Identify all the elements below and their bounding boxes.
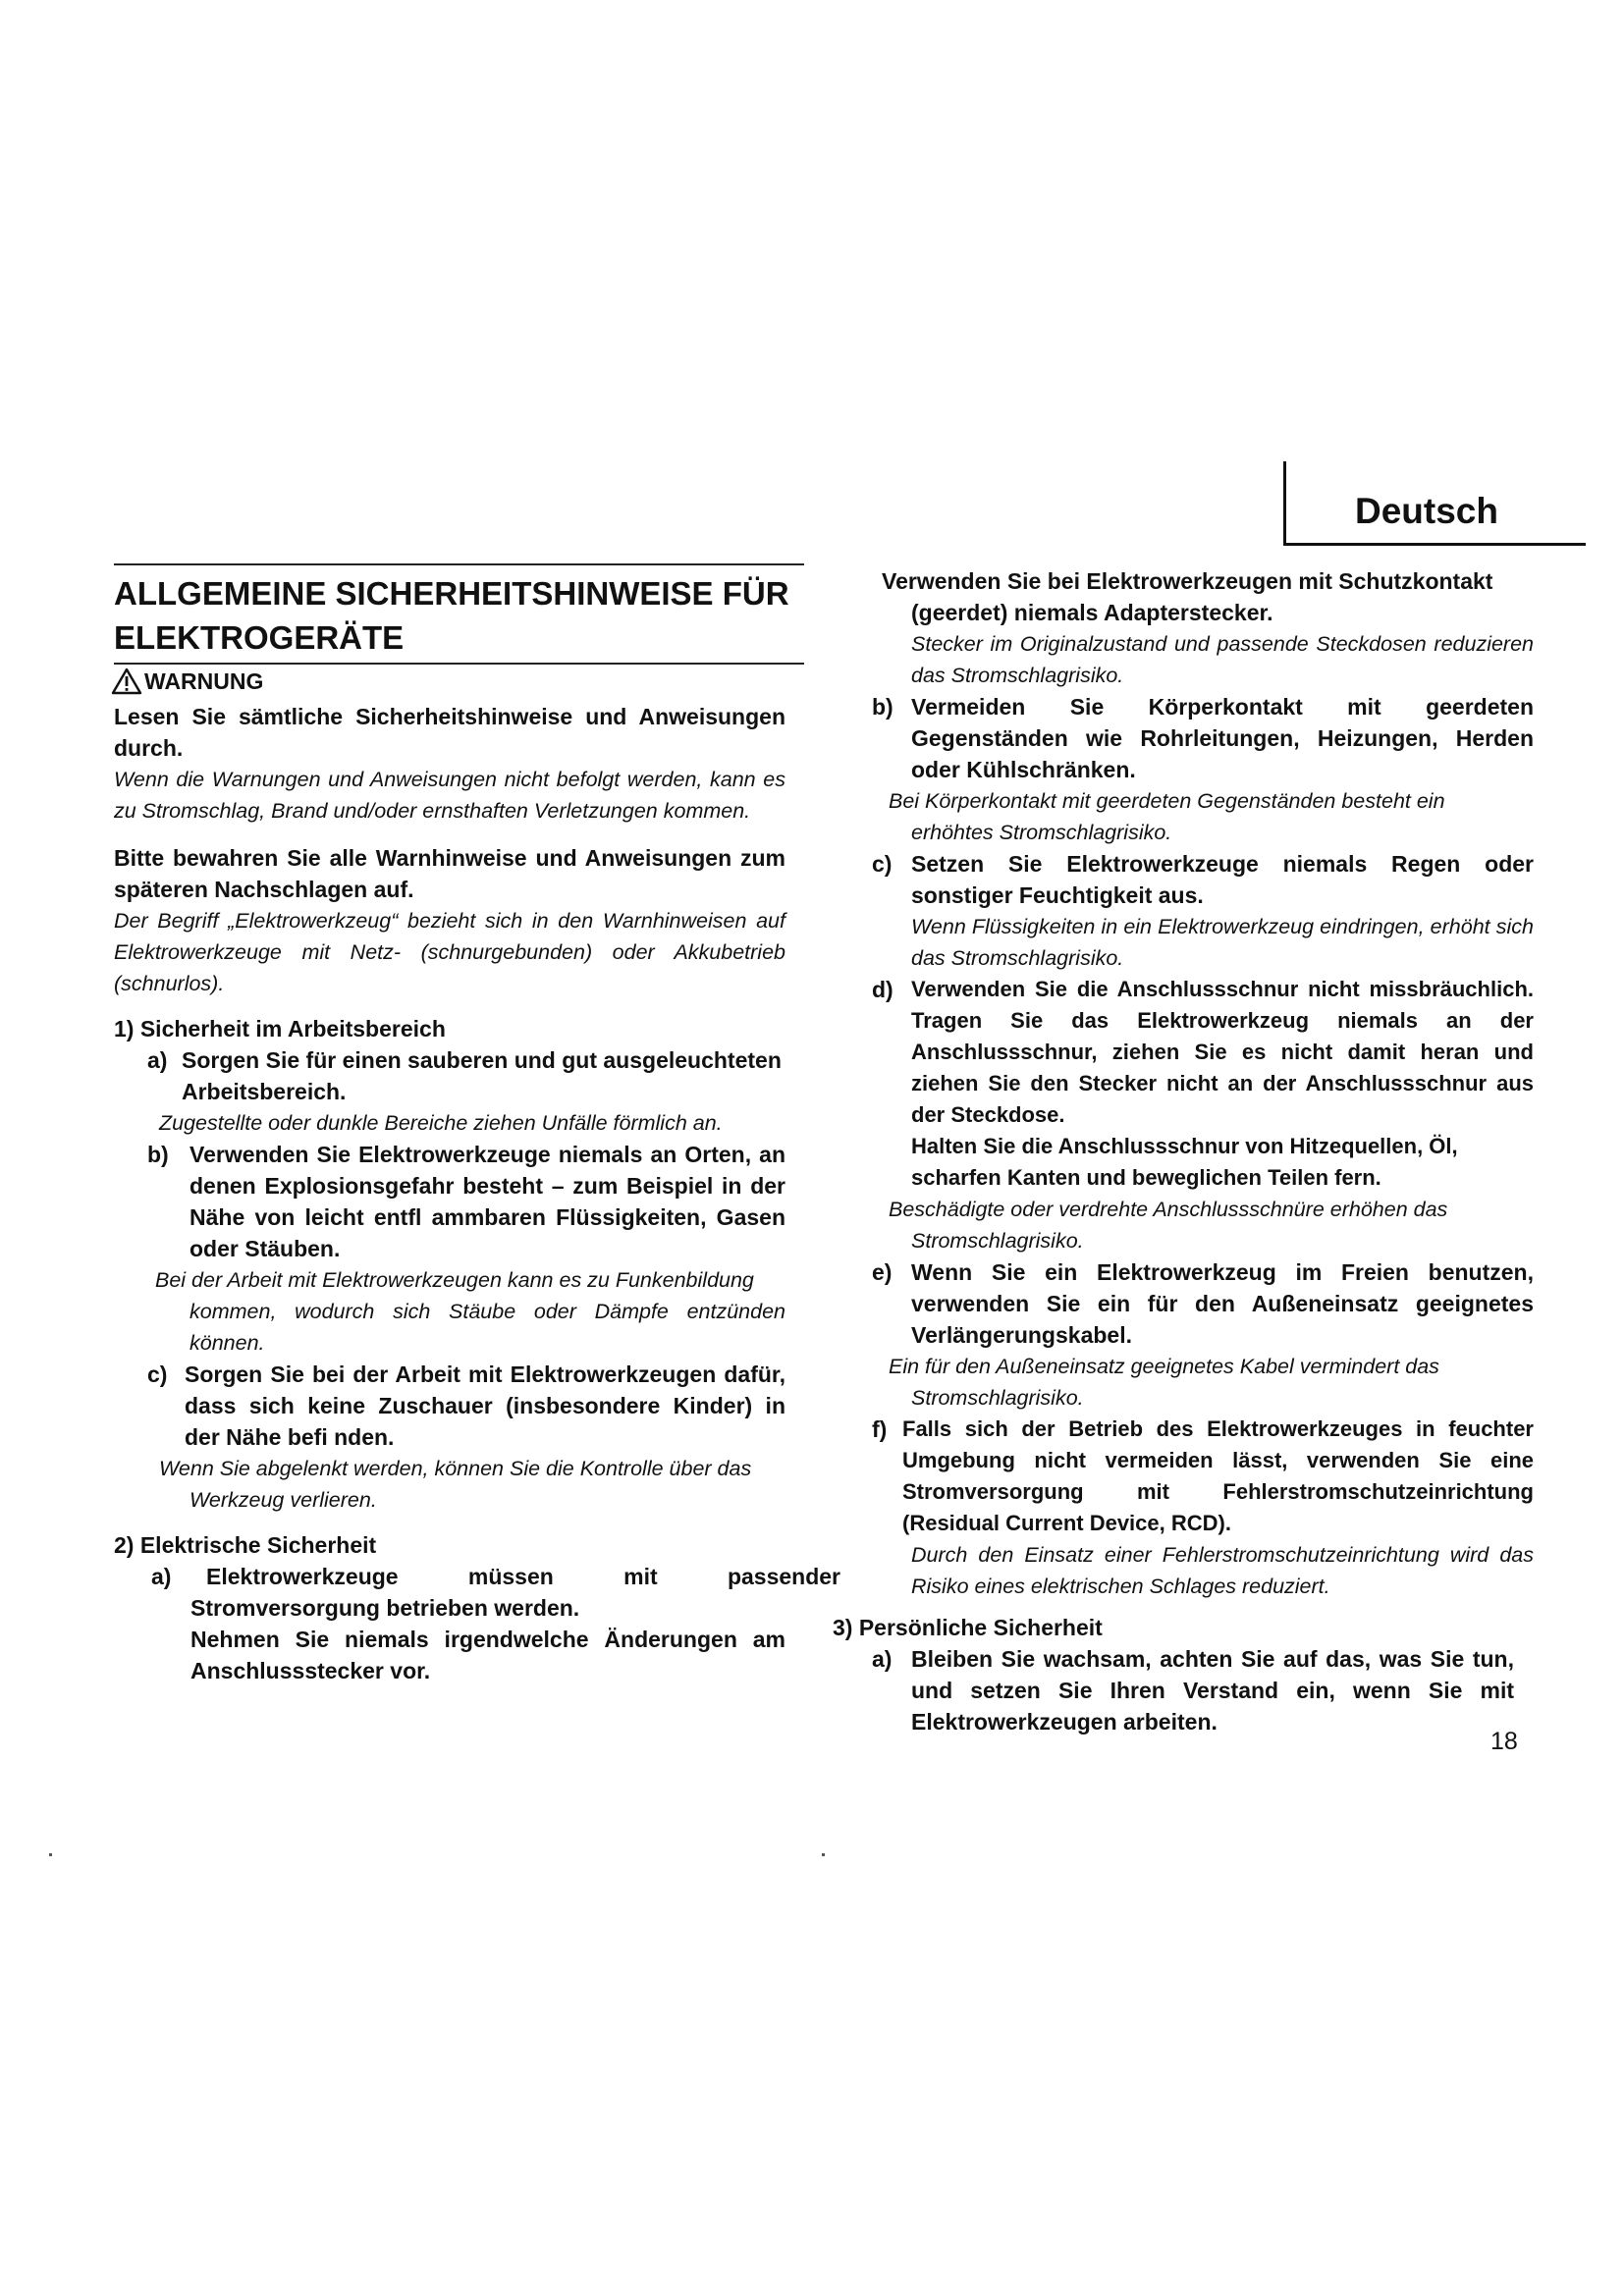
item-label: f)	[872, 1416, 888, 1442]
adapter-note: Stecker im Originalzustand und passende Steckdosen reduzieren das Stromschlagrisiko.	[911, 632, 1534, 687]
section-1-item-b	[147, 1139, 785, 1264]
section-2-item-e	[872, 1256, 1534, 1351]
item-note: Bei der Arbeit mit Elektrowerkzeugen kann es zu Funkenbildung	[155, 1268, 754, 1292]
warning-consequence: Wenn die Warnungen und Anweisungen nicht befolgt werden, kann es zu Stromschlag, Brand und/oder ernsthaften Verletzungen kommen.	[114, 768, 785, 823]
item-label: a)	[147, 1047, 168, 1073]
item-text-line2: Stromversorgung betrieben werden.	[190, 1595, 580, 1621]
section-2-item-d	[872, 974, 1534, 1131]
item-text: Vermeiden Sie Körperkontakt mit geerdeten Gegenständen wie Rohrleitungen, Heizungen, Herden oder Kühlschränken.	[911, 694, 1534, 782]
scan-speck	[822, 1853, 825, 1856]
item-note: Zugestellte oder dunkle Bereiche ziehen Unfälle förmlich an.	[159, 1111, 723, 1135]
section-2-item-f	[872, 1414, 1534, 1539]
keep-instructions: Bitte bewahren Sie alle Warnhinweise und Anweisungen zum späteren Nachschlagen auf.	[114, 845, 785, 902]
item-text: Sorgen Sie bei der Arbeit mit Elektrowerkzeugen dafür, dass sich keine Zuschauer (insbesondere Kinder) in der Nähe befi nden.	[185, 1362, 785, 1450]
item-note: Beschädigte oder verdrehte Anschlussschnüre erhöhen das	[889, 1198, 1448, 1221]
left-column	[114, 701, 840, 1686]
title-rule-bottom	[114, 663, 804, 665]
adapter-warning-line2: (geerdet) niemals Adapterstecker.	[911, 600, 1273, 625]
item-label: c)	[147, 1362, 168, 1387]
item-note: Wenn Flüssigkeiten in ein Elektrowerkzeug eindringen, erhöht sich das Stromschlagrisiko.	[911, 915, 1534, 970]
item-label: a)	[872, 1646, 893, 1672]
warning-triangle-icon	[111, 667, 142, 695]
item-note: Durch den Einsatz einer Fehlerstromschutzeinrichtung wird das Risiko eines elektrischen Schlages reduziert.	[911, 1543, 1534, 1598]
section-title-line2: ELEKTROGERÄTE	[114, 619, 405, 656]
item-text: Verwenden Sie die Anschlussschnur nicht missbräuchlich. Tragen Sie das Elektrowerkzeug niemals an der Anschlussschnur, ziehen Sie es nicht damit heran und ziehen Sie den Stecker nicht an der Anschlussschnur aus der Steckdose.	[911, 977, 1534, 1127]
section-1-item-c	[147, 1359, 785, 1453]
page-number: 18	[1490, 1728, 1518, 1755]
item-note: Ein für den Außeneinsatz geeignetes Kabel vermindert das	[889, 1355, 1439, 1378]
term-definition: Der Begriff „Elektrowerkzeug“ bezieht sich in den Warnhinweisen auf Elektrowerkzeuge mit Netz- (schnurgebunden) oder Akkubetrieb (schnurlos).	[114, 909, 785, 995]
item-note: Stromschlagrisiko.	[911, 1386, 1084, 1410]
item-note: erhöhtes Stromschlagrisiko.	[911, 821, 1172, 844]
item-label: b)	[147, 1142, 169, 1167]
item-note: Bei Körperkontakt mit geerdeten Gegenständen besteht ein	[889, 789, 1445, 813]
item-label: d)	[872, 977, 893, 1002]
item-note: kommen, wodurch sich Stäube oder Dämpfe entzünden können.	[189, 1300, 785, 1355]
section-3-heading: 3) Persönliche Sicherheit	[833, 1615, 1103, 1640]
item-text-line1: Elektrowerkzeuge müssen mit passender	[206, 1564, 840, 1589]
item-label: c)	[872, 851, 893, 877]
scan-speck	[49, 1853, 52, 1856]
right-column	[833, 565, 1534, 1737]
title-rule-top	[114, 563, 804, 565]
adapter-warning-line1: Verwenden Sie bei Elektrowerkzeugen mit Schutzkontakt	[882, 568, 1493, 594]
item-note: Stromschlagrisiko.	[911, 1229, 1084, 1253]
language-tab-rule-vertical	[1283, 461, 1286, 546]
item-label: e)	[872, 1259, 893, 1285]
language-tab-label: Deutsch	[1355, 491, 1498, 531]
item-note: Werkzeug verlieren.	[189, 1488, 377, 1512]
warning-heading	[111, 667, 263, 695]
language-tab-rule-horizontal	[1283, 543, 1586, 546]
item-text: Sorgen Sie für einen sauberen und gut ausgeleuchteten Arbeitsbereich.	[182, 1047, 782, 1104]
section-title	[114, 571, 821, 660]
item-text: Falls sich der Betrieb des Elektrowerkzeuges in feuchter Umgebung nicht vermeiden lässt, verwenden Sie eine Stromversorgung mit Fehlerstromschutzeinrichtung (Residual Current Device, RCD).	[902, 1416, 1534, 1535]
item-text: Verwenden Sie Elektrowerkzeuge niemals an Orten, an denen Explosionsgefahr besteht – zum Beispiel in der Nähe von leicht entfl ammbaren Flüssigkeiten, Gasen oder Stäuben.	[189, 1142, 785, 1261]
section-2-item-b	[872, 691, 1534, 785]
item-text: Setzen Sie Elektrowerkzeuge niemals Regen oder sonstiger Feuchtigkeit aus.	[911, 851, 1534, 908]
item-text-continued: Halten Sie die Anschlussschnur von Hitzequellen, Öl, scharfen Kanten und beweglichen Teilen fern.	[911, 1134, 1458, 1190]
section-2-item-c	[872, 848, 1534, 911]
warning-label: WARNUNG	[144, 667, 264, 694]
item-label: b)	[872, 694, 893, 720]
section-1-heading: 1) Sicherheit im Arbeitsbereich	[114, 1016, 446, 1041]
section-1-item-a	[147, 1044, 785, 1107]
item-text: Bleiben Sie wachsam, achten Sie auf das, was Sie tun, und setzen Sie Ihren Verstand ein, wenn Sie mit Elektrowerkzeugen arbeiten.	[911, 1646, 1514, 1735]
section-2-heading: 2) Elektrische Sicherheit	[114, 1532, 377, 1558]
section-title-line1: ALLGEMEINE SICHERHEITSHINWEISE FÜR	[114, 575, 789, 612]
item-text-more: Nehmen Sie niemals irgendwelche Änderungen am Anschlussstecker vor.	[190, 1627, 785, 1683]
section-3-item-a	[872, 1643, 1534, 1737]
item-note: Wenn Sie abgelenkt werden, können Sie die Kontrolle über das	[159, 1457, 752, 1480]
warning-instruction: Lesen Sie sämtliche Sicherheitshinweise und Anweisungen durch.	[114, 704, 785, 761]
item-text: Wenn Sie ein Elektrowerkzeug im Freien benutzen, verwenden Sie ein für den Außeneinsatz geeignetes Verlängerungskabel.	[911, 1259, 1534, 1348]
section-2-item-a	[151, 1561, 840, 1592]
item-label: a)	[151, 1564, 172, 1589]
